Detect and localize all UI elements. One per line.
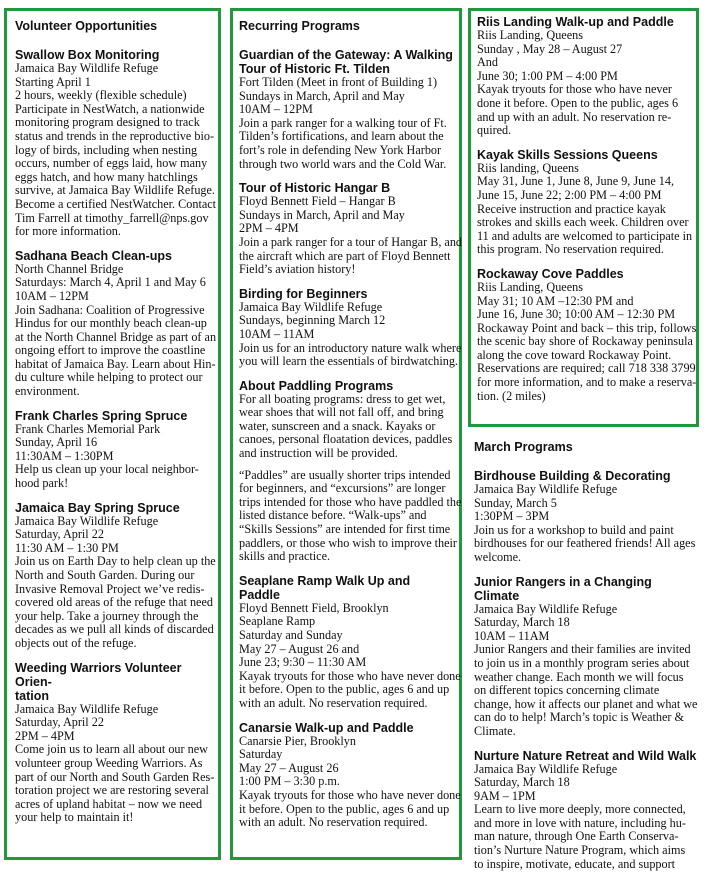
event-block [477, 15, 691, 138]
event-line: Jamaica Bay Wildlife Refuge [474, 601, 618, 616]
event-line: Jamaica Bay Wildlife Refuge [15, 61, 159, 75]
event-line: fort’s role in defending New York Harbor [239, 142, 442, 157]
event-line: Junior Rangers and their families are invited [474, 642, 691, 657]
event-line: your help. Take a journey through the [15, 608, 199, 623]
section-heading: March Programs [474, 440, 573, 454]
column-3 [468, 8, 699, 427]
event-line: Become a certified NestWatcher. Contact [15, 196, 217, 211]
event-paragraph [15, 513, 216, 651]
event-line: volunteer group Weeding Warriors. As [15, 755, 203, 770]
event-line: strokes and skills each week. Children over [477, 215, 689, 230]
event-line: Sunday , May 28 – August 27 [477, 41, 623, 56]
event-line: monitoring program designed to track [15, 115, 200, 130]
event-line: Kayak tryouts for those who have never [477, 82, 672, 97]
event-line: Climate. [474, 723, 516, 738]
event-line: Saturday [239, 747, 283, 762]
event-line: June 15, June 22; 2:00 PM – 4:00 PM [477, 187, 662, 202]
event-paragraph [15, 423, 212, 491]
event-line: Learn to live more deeply, more connected, [474, 802, 686, 817]
event-line: Sunday, March 5 [474, 495, 557, 510]
event-paragraph [239, 600, 461, 711]
event-line: June 23; 9:30 – 11:30 AM [239, 655, 367, 670]
event-line: and more in love with nature, including hu- [474, 815, 686, 830]
event-line: Join a park ranger for a tour of Hangar B, and [239, 234, 463, 249]
event-line: Join a park ranger for a walking tour of Ft. [239, 115, 447, 130]
event-paragraph [474, 603, 699, 739]
event-line: Riis landing, Queens [477, 160, 579, 175]
event-line: and up with an adult. No reservation re- [477, 109, 672, 124]
event-title: Canarsie Walk-up and Paddle [239, 720, 414, 735]
event-line: May 31; 10 AM –12:30 PM and [477, 293, 634, 308]
event-line: covered old areas of the refuge that need [15, 595, 213, 610]
section-heading: Volunteer Opportunities [15, 19, 158, 33]
event-block [239, 378, 462, 564]
event-line: to join us in a monthly program series about [474, 655, 690, 670]
event-title: tation [15, 688, 50, 703]
event-line: welcome. [474, 549, 522, 564]
event-title: Riis Landing Walk-up and Paddle [477, 15, 674, 29]
event-block [477, 266, 697, 403]
event-line: Tilden’s fortifications, and learn about the [239, 129, 444, 144]
event-paragraph [239, 76, 454, 171]
event-line: Riis Landing, Queens [477, 279, 583, 294]
event-line: Jamaica Bay Wildlife Refuge [15, 513, 159, 528]
event-line: it before. Open to the public, ages 6 and up [239, 801, 450, 816]
event-title: Kayak Skills Sessions Queens [477, 147, 658, 162]
event-line: eggs hatch, and how many hatchlings [15, 169, 198, 184]
event-line: Kayak tryouts for those who have never done [239, 668, 461, 683]
event-line: Saturday, March 18 [474, 615, 570, 630]
event-line: listed distance before. “Walk-ups” and [239, 508, 427, 523]
event-line: with an adult. No reservation required. [239, 695, 428, 710]
event-line: Join us for a workshop to build and paint [474, 522, 674, 537]
event-paragraph [239, 467, 462, 564]
event-line: Come join us to learn all about our new [15, 742, 208, 757]
event-paragraph [15, 261, 217, 399]
event-line: quired. [477, 123, 512, 138]
event-paragraph [239, 194, 463, 277]
event-block [15, 660, 215, 825]
event-line: For all boating programs: dress to get wet, [239, 391, 446, 406]
event-block [15, 500, 216, 651]
event-line: Reservations are required; call 718 338 3799 [477, 361, 696, 376]
column-4 [468, 432, 704, 872]
event-title: Weeding Warriors Volunteer Orien- [15, 660, 182, 689]
event-line: your help to maintain it! [15, 810, 134, 825]
event-line: And [477, 55, 498, 70]
event-line: Canarsie Pier, Brooklyn [239, 733, 356, 748]
event-line: tion’s Nurture Nature Program, which aims [474, 843, 686, 858]
event-title: Tour of Historic Ft. Tilden [239, 62, 390, 76]
event-line: Sundays, beginning March 12 [239, 313, 386, 328]
event-line: 2 hours, weekly (flexible schedule) [15, 88, 187, 103]
event-title: Sadhana Beach Clean-ups [15, 248, 172, 263]
event-title: Seaplane Ramp Walk Up and Paddle [239, 573, 411, 602]
event-line: May 27 – August 26 [239, 760, 339, 775]
event-block [477, 148, 691, 257]
event-line: paddlers, or those who wish to improve their [239, 535, 457, 550]
event-line: at the North Channel Bridge as part of an [15, 329, 217, 344]
event-title: Rockaway Cove Paddles [477, 266, 624, 281]
event-paragraph [474, 483, 699, 565]
event-block [15, 409, 212, 491]
event-line: on different topics concerning climate [474, 683, 660, 698]
event-title: Junior Rangers in a Changing Climate [474, 574, 652, 603]
event-line: Jamaica Bay Wildlife Refuge [474, 761, 618, 776]
event-line: 10AM – 12PM [15, 288, 89, 303]
event-line: Riis Landing, Queens [477, 28, 583, 42]
event-paragraph [474, 763, 699, 872]
event-line: part of our North and South Garden Res- [15, 769, 215, 784]
event-line: Jamaica Bay Wildlife Refuge [474, 482, 618, 496]
event-line: environment. [15, 384, 80, 399]
event-line: Field’s aviation history! [239, 262, 356, 277]
event-title: Swallow Box Monitoring [15, 48, 160, 62]
event-line: can do to help! March’s topic is Weather & [474, 710, 684, 725]
event-paragraph [15, 701, 215, 825]
event-line: 2PM – 4PM [239, 221, 299, 236]
event-block [239, 720, 461, 830]
event-line: status and trends in the reproductive bio- [15, 128, 215, 143]
event-line: with an adult. No reservation required. [239, 815, 428, 830]
event-title: Jamaica Bay Spring Spruce [15, 500, 180, 515]
event-line: Starting April 1 [15, 74, 91, 89]
event-line: Floyd Bennett Field – Hangar B [239, 194, 396, 209]
event-line: “Paddles” are usually shorter trips intended [239, 467, 451, 482]
event-block [474, 749, 699, 872]
event-line: acres of upland habitat – now we need [15, 796, 203, 811]
event-line: 11:30 AM – 1:30 PM [15, 540, 119, 555]
event-line: Join us on Earth Day to help clean up the [15, 554, 216, 569]
event-line: along the cove toward Rockaway Point. [477, 347, 672, 362]
event-line: Sundays in March, April and May [239, 207, 405, 222]
event-line: skills and practice. [239, 549, 331, 564]
event-title: Nurture Nature Retreat and Wild Walk [474, 748, 697, 763]
event-line: objects out of the refuge. [15, 635, 137, 650]
event-block [474, 575, 699, 739]
event-line: Join Sadhana: Coalition of Progressive [15, 302, 205, 317]
event-title: About Paddling Programs [239, 378, 394, 393]
event-paragraph [15, 61, 217, 239]
section-heading: Recurring Programs [239, 19, 360, 33]
event-line: North and South Garden. During our [15, 568, 195, 582]
event-line: Saturday, April 22 [15, 715, 104, 730]
event-line: Tim Farrell at timothy_farrell@nps.gov [15, 210, 209, 225]
event-line: logy of birds, including when nesting [15, 142, 198, 157]
event-paragraph [239, 393, 454, 461]
event-line: through two world wars and the Cold War. [239, 156, 447, 171]
event-line: change, how it affects our planet and what we [474, 696, 698, 711]
event-title: Guardian of the Gateway: A Walking [239, 48, 453, 62]
column-2 [230, 8, 462, 860]
event-line: Seaplane Ramp [239, 614, 316, 629]
event-line: weather change. Each month we will focus [474, 669, 684, 684]
event-line: Saturdays: March 4, April 1 and May 6 [15, 275, 206, 290]
event-line: canoes, personal floatation devices, paddles [239, 432, 453, 447]
event-line: June 30; 1:00 PM – 4:00 PM [477, 68, 618, 83]
event-line: Join us for an introductory nature walk where [239, 340, 462, 355]
event-line: the scenic bay shore of Rockaway peninsula [477, 334, 693, 349]
event-line: Hindus for our monthly beach clean-up [15, 316, 207, 331]
event-paragraph [477, 162, 691, 257]
event-line: June 16, June 30; 10:00 AM – 12:30 PM [477, 307, 676, 322]
event-line: Participate in NestWatch, a nationwide [15, 101, 205, 116]
event-line: and instruction will be provided. [239, 446, 398, 461]
event-block [239, 286, 462, 369]
event-line: Sunday, April 16 [15, 435, 98, 450]
event-line: Jamaica Bay Wildlife Refuge [15, 701, 159, 716]
event-line: this program. No reservation required. [477, 242, 664, 257]
event-line: 11 and adults are welcomed to participate in [477, 228, 693, 243]
event-line: it before. Open to the public, ages 6 and up [239, 682, 450, 697]
event-line: for more information, and to make a reserva- [477, 375, 697, 390]
event-line: decades as we pull all kinds of discarded [15, 622, 214, 637]
event-line: Floyd Bennett Field, Brooklyn [239, 600, 389, 615]
event-block [239, 48, 454, 171]
event-line: du culture while helping to protect our [15, 370, 203, 385]
event-block [239, 573, 461, 711]
event-line: Sundays in March, April and May [239, 88, 405, 103]
event-line: done it before. Open to the public, ages 6 [477, 95, 679, 110]
event-line: Jamaica Bay Wildlife Refuge [239, 299, 383, 314]
event-block [15, 48, 217, 239]
event-line: Rockaway Point and back – this trip, follows [477, 320, 697, 335]
event-line: ongoing effort to improve the coastline [15, 343, 206, 358]
event-line: North Channel Bridge [15, 261, 124, 276]
event-line: May 27 – August 26 and [239, 641, 360, 656]
event-block [474, 469, 699, 565]
event-line: 1:30PM – 3PM [474, 509, 550, 524]
column-1 [4, 8, 221, 860]
event-line: Kayak tryouts for those who have never done [239, 787, 461, 802]
event-line: the aircraft which are part of Floyd Bennett [239, 248, 451, 263]
event-title: Birding for Beginners [239, 286, 368, 301]
event-line: trips intended for those who have paddled the [239, 494, 462, 509]
event-line: hood park! [15, 476, 69, 491]
event-paragraph [239, 299, 462, 369]
event-line: 10AM – 12PM [239, 102, 313, 117]
event-line: survive, at Jamaica Bay Wildlife Refuge. [15, 183, 215, 198]
event-line: toration project we are restoring several [15, 783, 209, 798]
event-line: Saturday, March 18 [474, 775, 570, 790]
event-line: you will learn the essentials of birdwatching. [239, 354, 458, 369]
event-line: habitat of Jamaica Bay. Learn about Hin- [15, 356, 216, 371]
event-line: occurs, number of eggs laid, how many [15, 156, 208, 171]
event-paragraph [477, 279, 697, 403]
event-line: 9AM – 1PM [474, 788, 536, 803]
event-line: for beginners, and “excursions” are longer [239, 481, 446, 496]
event-title: Tour of Historic Hangar B [239, 181, 391, 196]
event-line: “Skills Sessions” are intended for first time [239, 522, 451, 537]
event-line: 10AM – 11AM [474, 628, 550, 643]
event-line: Help us clean up your local neighbor- [15, 462, 199, 477]
event-paragraph [239, 733, 461, 830]
event-line: wear shoes that will not fall off, and bring [239, 405, 444, 420]
event-block [239, 181, 463, 277]
event-title: Birdhouse Building & Decorating [474, 469, 671, 483]
event-line: Saturday and Sunday [239, 628, 343, 642]
event-title: Frank Charles Spring Spruce [15, 408, 188, 423]
event-paragraph [477, 29, 691, 138]
event-line: Frank Charles Memorial Park [15, 421, 161, 436]
event-line: 11:30AM – 1:30PM [15, 448, 114, 463]
event-block [15, 248, 217, 399]
event-line: 1:00 PM – 3:30 p.m. [239, 774, 340, 789]
event-line: 2PM – 4PM [15, 728, 75, 743]
event-line: May 31, June 1, June 8, June 9, June 14, [477, 174, 675, 189]
event-line: man nature, through One Earth Conserva- [474, 829, 679, 844]
event-line: Fort Tilden (Meet in front of Building 1) [239, 75, 438, 89]
event-line: birdhouses for our feathered friends! All ages [474, 536, 696, 551]
event-line: tion. (2 miles) [477, 388, 546, 403]
event-line: to inspire, motivate, educate, and support [474, 856, 676, 871]
event-line: Receive instruction and practice kayak [477, 201, 666, 216]
event-line: 10AM – 11AM [239, 326, 315, 341]
event-line: for more information. [15, 224, 121, 239]
event-line: water, sunscreen and a snack. Kayaks or [239, 418, 436, 433]
event-line: Saturday, April 22 [15, 527, 104, 542]
event-line: Invasive Removal Project we’ve redis- [15, 581, 205, 596]
